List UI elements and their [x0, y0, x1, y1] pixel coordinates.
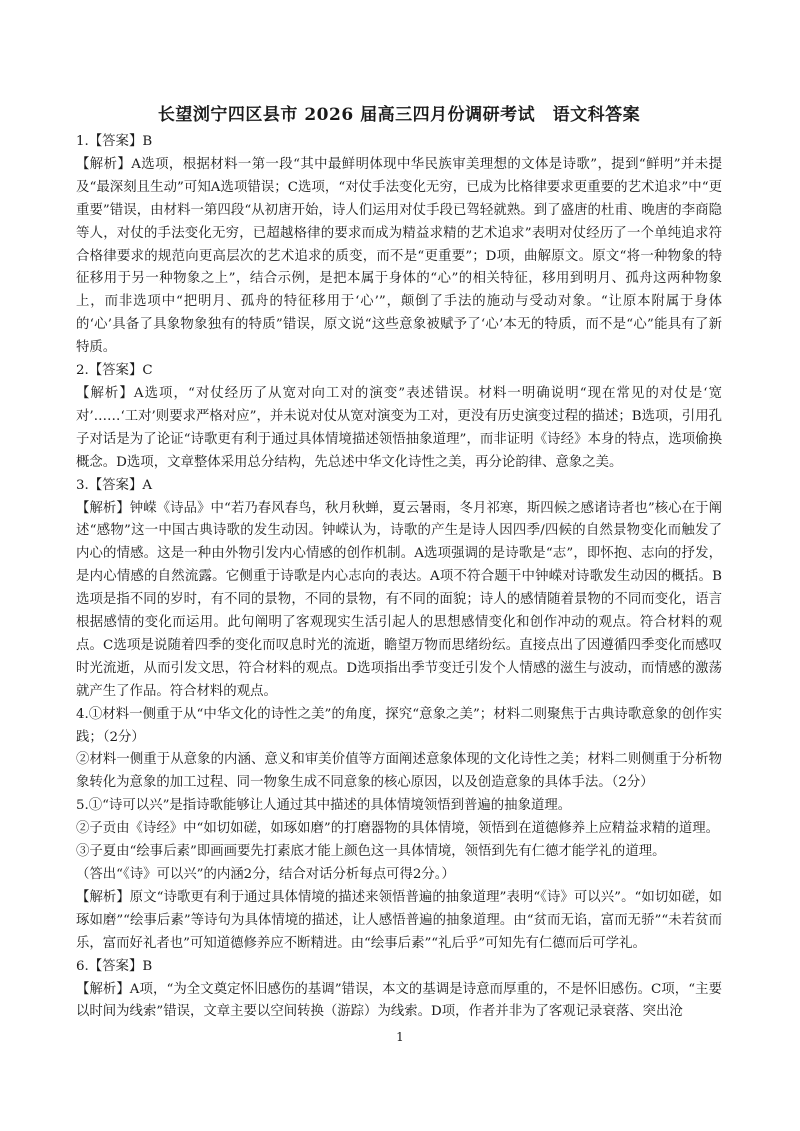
analysis-paragraph-q6: 【解析】A项，“为全文奠定怀旧感伤的基调”错误，本文的基调是诗意而厚重的，不是怀旧感伤。C项，“主要以时间为线索”错误，文章主要以空间转换（游踪）为线索。D项，作者并非为了客观记录衰落、突出沧: [76, 981, 722, 1020]
answer-q4-point-1: 4.①材料一侧重于从“中华文化的诗性之美”的角度，探究“意象之美”；材料二则聚焦于古典诗歌意象的创作实践；（2分）: [76, 706, 722, 745]
analysis-paragraph-q2: 【解析】A选项，“对仗经历了从宽对向工对的演变”表述错误。材料一明确说明“现在常见的对仗是‘宽对’……‘工对’则要求严格对应”，并未说对仗从宽对演变为工对，更没有历史演变过程的描述；B选项，引用孔子对话是为了论证“诗歌更有利于通过具体情境描述领悟抽象道理”，而非证明《诗经》本身的特点，选项偷换概念。D选项，文章整体采用总分结构，先总述中华文化诗性之美，再分论韵律、意象之美。: [76, 385, 722, 470]
document-title: 长望浏宁四区县市 2026 届高三四月份调研考试 语文科答案: [157, 105, 641, 125]
answer-line-q1: 1.【答案】B: [76, 134, 153, 149]
page-number: 1: [396, 1030, 404, 1044]
analysis-paragraph-q3: 【解析】钟嵘《诗品》中“若乃春风春鸟，秋月秋蝉，夏云暑雨，冬月祁寒，斯四候之感诸诗者也”核心在于阐述“感物”这一中国古典诗歌的发生动因。钟嵘认为，诗歌的产生是诗人因四季/四候的自然景物变化而触发了内心的情感。这是一种由外物引发内心情感的创作机制。A选项强调的是诗歌是“志”，即怀抱、志向的抒发，是内心情感的自然流露。它侧重于诗歌是内心志向的表达。A项不符合题干中钟嵘对诗歌发生动因的概括。B选项是指不同的岁时，有不同的景物，不同的景物，有不同的面貌；诗人的感情随着景物的不同而变化，语言根据感情的变化而运用。此句阐明了客观现实生活引起人的思想感情变化和创作冲动的观点。符合材料的观点。C选项是说随着四季的变化而叹息时光的流逝，瞻望万物而思绪纷纭。直接点出了因遵循四季变化而感叹时光流逝，从而引发文思，符合材料的观点。D选项指出季节变迁引发个人情感的滋生与波动，而情感的激荡就产生了作品。符合材料的观点。: [76, 500, 722, 699]
analysis-paragraph-q5: 【解析】原文“诗歌更有利于通过具体情境的描述来领悟普遍的抽象道理”表明“《诗》可以兴”。“如切如磋，如琢如磨”“绘事后素”等诗句为具体情境的描述，让人感悟普遍的抽象道理。由“贫而无谄，富而无骄”“未若贫而乐，富而好礼者也”可知道德修养应不断精进。由“绘事后素”“礼后乎”可知先有仁德而后可学礼。: [76, 889, 722, 951]
scoring-note-q5: （答出“《诗》可以兴”的内涵2分，结合对话分析每点可得2分。）: [76, 867, 455, 882]
answer-q5-point-1: 5.①“诗可以兴”是指诗歌能够让人通过其中描述的具体情境领悟到普遍的抽象道理。: [76, 798, 572, 814]
answer-line-q3: 3.【答案】A: [76, 477, 153, 493]
answer-q4-point-2: ②材料一侧重于从意象的内涵、意义和审美价值等方面阐述意象体现的文化诗性之美；材料二则侧重于分析物象转化为意象的加工过程、同一物象生成不同意象的核心原因，以及创造意象的具体手法。（2分）: [76, 752, 722, 791]
answer-line-q2: 2.【答案】C: [76, 363, 153, 379]
analysis-paragraph-q1: 【解析】A选项，根据材料一第一段“其中最鲜明体现中华民族审美理想的文体是诗歌”，提到“鲜明”并未提及“最深刻且生动”可知A选项错误；C选项，“对仗手法变化无穷，已成为比格律要求更重要的艺术追求”中“更重要”错误，由材料一第四段“从初唐开始，诗人们运用对仗手段已驾轻就熟。到了盛唐的杜甫、晚唐的李商隐等人，对仗的手法变化无穷，已超越格律的要求而成为精益求精的艺术追求”表明对仗经历了一个单纯追求符合格律要求的规范向更高层次的艺术追求的质变，而不是“更重要”；D项，曲解原文。原文“将一种物象的特征移用于另一种物象之上”，结合示例，是把本属于身体的“心”的相关特征，移用到明月、孤舟这两种物象上，而非选项中“把明月、孤舟的特征移用于‘心’”，颠倒了手法的施动与受动对象。“让原本附属于身体的‘心’具备了具象物象独有的特质”错误，原文说“这些意象被赋予了‘心’本无的特质，而不是“心”能具有了新特质。: [76, 156, 722, 356]
answer-q5-point-3: ③子夏由“绘事后素”即画画要先打素底才能上颜色这一具体情境，领悟到先有仁德才能学礼的道理。: [76, 844, 666, 860]
answer-q5-point-2: ②子贡由《诗经》中“如切如磋，如琢如磨”的打磨器物的具体情境，领悟到在道德修养上应精益求精的道理。: [76, 821, 720, 837]
answer-line-q6: 6.【答案】B: [76, 958, 153, 974]
document-body: [76, 131, 722, 1024]
